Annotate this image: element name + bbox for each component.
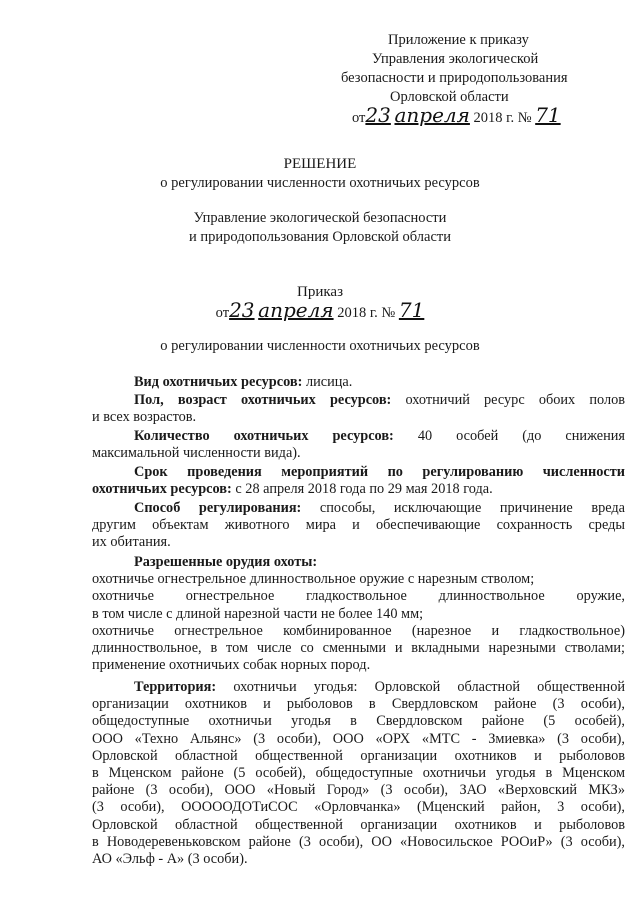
method-label: Способ регулирования:	[134, 500, 302, 516]
tools-line-3: в том числе с длиной нарезной части не более 140 мм;	[92, 605, 424, 622]
order-date-prefix: от	[215, 305, 230, 321]
appendix-line-4: Орловской области	[390, 89, 509, 105]
tools-label: Разрешенные орудия охоты:	[134, 554, 318, 570]
appendix-date	[352, 103, 561, 127]
qty-label: Количество охотничьих ресурсов:	[134, 428, 394, 444]
territory-label: Территория:	[134, 679, 217, 695]
territory-line-6: в Мценском районе (5 особей), общедоступные охотничьи угодья в Мценском	[92, 765, 625, 782]
sex-value-2: и всех возрастов.	[92, 409, 197, 426]
method-value-1: способы, исключающие причинение вреда	[319, 500, 625, 516]
appendix-date-month: апреля	[394, 103, 470, 127]
territory-line-3: общедоступные охотничьи угодья в Свердловском районе (5 особей),	[92, 713, 625, 730]
territory-line-2: организации охотников и рыболовов в Свердловском районе (3 особи),	[92, 696, 625, 713]
appendix-date-prefix: от	[352, 110, 366, 126]
tools-line-5: длинноствольное, в том числе со сменными и вкладными нарезными стволами;	[92, 640, 625, 657]
appendix-line-3: безопасности и природопользования	[341, 70, 568, 86]
territory-line-10: в Новодеревеньковском районе (3 особи), ОО «Новосильское РООиР» (3 особи),	[92, 833, 625, 850]
order-date-month: апреля	[258, 298, 334, 322]
tools-line-1: охотничье огнестрельное длинноствольное оружие с нарезным стволом;	[92, 571, 535, 588]
term-label-1: Срок проведения мероприятий по регулированию численности	[134, 464, 625, 480]
territory-line-9: Орловской областной общественной организации охотников и рыболовов	[92, 816, 625, 833]
sex-paragraph	[92, 392, 625, 426]
appendix-date-day: 23	[365, 103, 391, 127]
method-paragraph	[92, 500, 625, 552]
term-paragraph	[92, 464, 625, 498]
tools-paragraph	[92, 554, 625, 674]
tools-line-4: охотничье огнестрельное комбинированное (нарезное и гладкоствольное)	[92, 622, 625, 639]
order-title: Приказ	[296, 284, 343, 300]
qty-value-1: 40 особей (до снижения	[417, 428, 625, 444]
sex-label: Пол, возраст охотничьих ресурсов:	[134, 392, 392, 408]
territory-line-5: Орловской областной общественной организации охотников и рыболовов	[92, 747, 625, 764]
appendix-number: 71	[535, 103, 561, 127]
order-date-day: 23	[229, 298, 255, 322]
order-subject: о регулировании численности охотничьих ресурсов	[160, 338, 480, 354]
kind-label: Вид охотничьих ресурсов:	[134, 374, 303, 390]
territory-line-1: охотничьи угодья: Орловской областной общественной	[233, 679, 625, 695]
tools-line-6: применение охотничьих собак норных пород.	[92, 657, 371, 674]
appendix-date-year: 2018 г. №	[473, 110, 532, 126]
kind-value: лисица.	[305, 374, 353, 390]
territory-line-11: АО «Эльф - А» (3 особи).	[92, 851, 248, 868]
territory-paragraph	[92, 679, 625, 868]
qty-paragraph	[92, 428, 625, 462]
term-label-2: охотничьих ресурсов:	[92, 481, 232, 498]
qty-value-2: максимальной численности вида).	[92, 445, 301, 462]
method-value-3: их обитания.	[92, 534, 171, 551]
kind-paragraph	[92, 374, 625, 391]
appendix-line-2: Управления экологической	[372, 51, 539, 67]
territory-line-7: районе (3 особи), ООО «Новый Город» (3 особи), ЗАО «Верховский МКЗ»	[92, 782, 625, 799]
territory-line-4: ООО «Техно Альянс» (3 особи), ООО «ОРХ «МТС - Змиевка» (3 особи),	[92, 730, 625, 747]
sex-value-1: охотничий ресурс обоих полов	[405, 392, 625, 408]
order-date-year: 2018 г. №	[337, 305, 396, 321]
tools-line-2: охотничье огнестрельное гладкоствольное длинноствольное оружие,	[92, 588, 625, 605]
org-line-2: и природопользования Орловской области	[189, 229, 451, 245]
org-line-1: Управление экологической безопасности	[193, 210, 447, 226]
decision-subtitle: о регулировании численности охотничьих ресурсов	[160, 175, 480, 191]
term-value: с 28 апреля 2018 года по 29 мая 2018 года.	[235, 481, 493, 498]
method-value-2: другим объектам животного мира и обеспечивающие сохранность среды	[92, 517, 625, 534]
appendix-line-1: Приложение к приказу	[388, 32, 529, 48]
order-date	[0, 298, 640, 322]
decision-title: РЕШЕНИЕ	[283, 156, 357, 172]
order-number: 71	[398, 298, 425, 322]
territory-line-8: (3 особи), ОООООДОТиСОС «Орловчанка» (Мценский район, 3 особи),	[92, 799, 625, 816]
